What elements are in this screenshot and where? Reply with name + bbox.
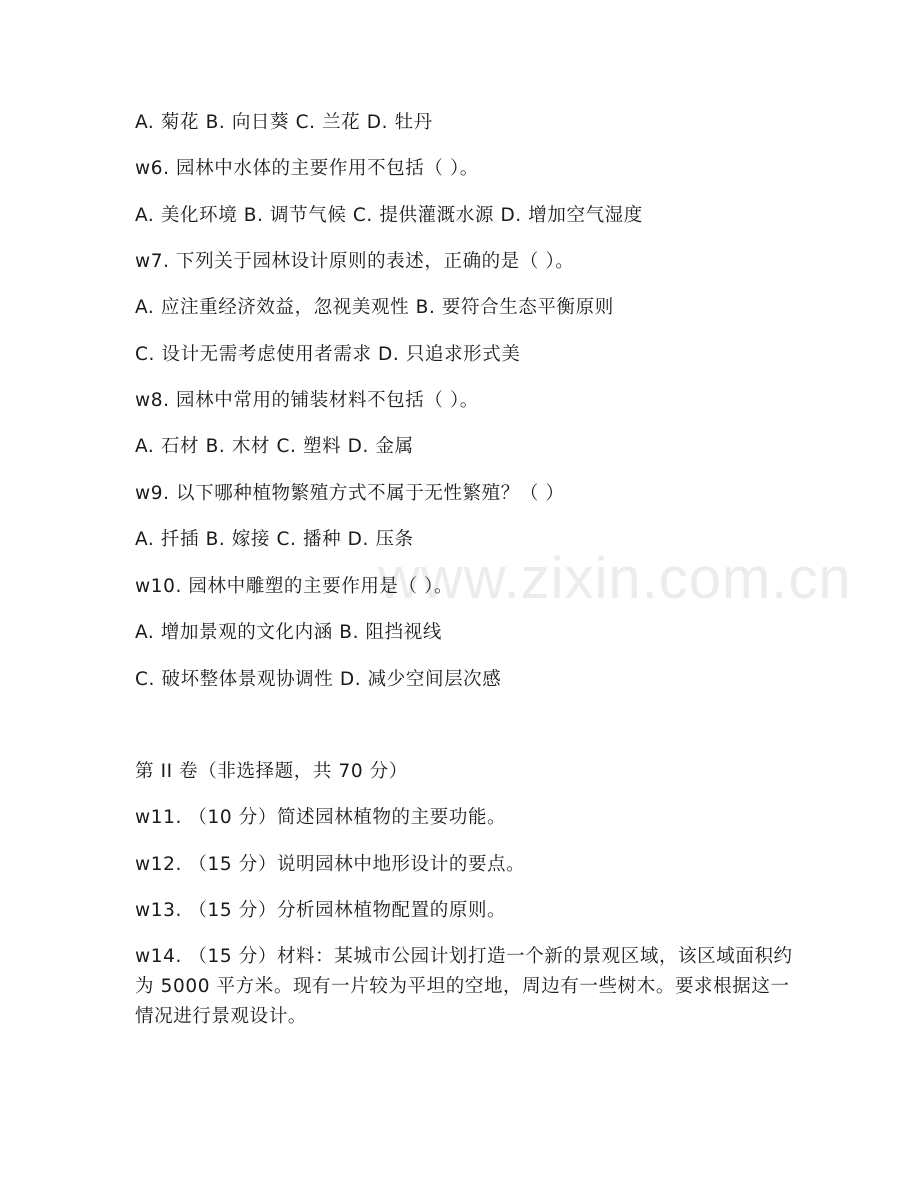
q6-options: A. 美化环境 B. 调节气候 C. 提供灌溉水源 D. 增加空气湿度 (135, 205, 643, 226)
question-w11: w11. （10 分）简述园林植物的主要功能。 (135, 807, 507, 828)
q10-options-ab: A. 增加景观的文化内涵 B. 阻挡视线 (135, 622, 442, 643)
q10-options-cd: C. 破坏整体景观协调性 D. 减少空间层次感 (135, 669, 502, 690)
question-w12: w12. （15 分）说明园林中地形设计的要点。 (135, 854, 526, 875)
q8-options: A. 石材 B. 木材 C. 塑料 D. 金属 (135, 436, 414, 457)
question-w14: w14. （15 分）材料：某城市公园计划打造一个新的景观区域，该区域面积约为 5000 平方米。现有一片较为平坦的空地，周边有一些树木。要求根据这一情况进行景观设计。 (135, 946, 793, 1027)
section-heading: 第 II 卷（非选择题，共 70 分） (135, 761, 408, 782)
q5-options: A. 菊花 B. 向日葵 C. 兰花 D. 牡丹 (135, 112, 433, 133)
watermark: www.zixin.com.cn (378, 546, 852, 611)
question-w7: w7. 下列关于园林设计原则的表述，正确的是（ ）。 (135, 251, 575, 272)
question-w10: w10. 园林中雕塑的主要作用是（ ）。 (135, 576, 454, 597)
q7-options-cd: C. 设计无需考虑使用者需求 D. 只追求形式美 (135, 344, 521, 365)
q9-options: A. 扦插 B. 嫁接 C. 播种 D. 压条 (135, 529, 414, 550)
question-w6: w6. 园林中水体的主要作用不包括（ ）。 (135, 158, 479, 179)
question-w13: w13. （15 分）分析园林植物配置的原则。 (135, 900, 507, 921)
question-w9: w9. 以下哪种植物繁殖方式不属于无性繁殖？（ ） (135, 483, 565, 504)
q7-options-ab: A. 应注重经济效益，忽视美观性 B. 要符合生态平衡原则 (135, 297, 614, 318)
question-w8: w8. 园林中常用的铺装材料不包括（ ）。 (135, 390, 479, 411)
